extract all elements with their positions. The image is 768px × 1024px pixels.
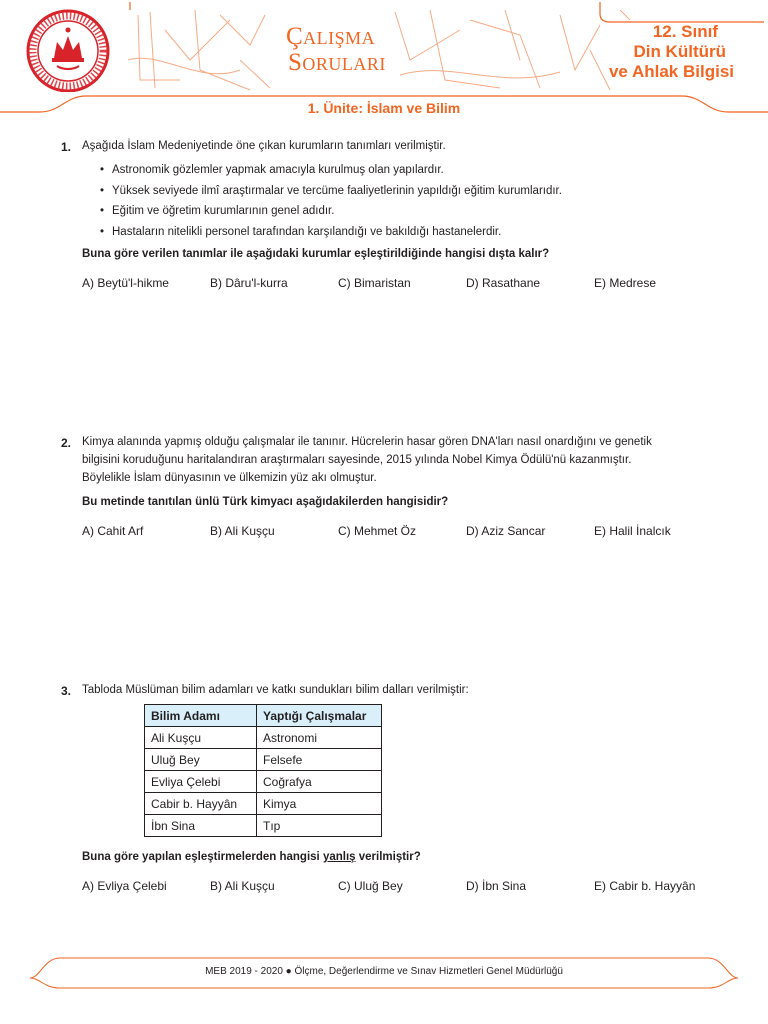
grade-label: 12. Sınıf	[652, 22, 718, 41]
question-2-line: bilgisini koruduğunu haritalandıran araştırmaları sayesinde, 2015 yılında Nobel Kimya Ödülü'nü kazanmıştır.	[82, 454, 632, 466]
question-2-number: 2.	[61, 436, 72, 450]
option-e[interactable]: E) Medrese	[594, 276, 657, 290]
definition-item: • Hastaların nitelikli personel tarafından karşılandığı ve bakıldığı hastanelerdir.	[100, 222, 562, 243]
stem-emphasis: yanlış	[322, 851, 356, 863]
subject-line-2: Din Kültürü	[633, 42, 726, 61]
field-cell: Coğrafya	[257, 771, 382, 793]
question-1-number: 1.	[61, 140, 72, 154]
option-a[interactable]: A) Cahit Arf	[82, 524, 144, 538]
option-c[interactable]: C) Uluğ Bey	[338, 879, 403, 893]
question-2-options	[82, 524, 722, 542]
column-header: Yaptığı Çalışmalar	[257, 705, 382, 727]
series-title-line2: Soruları	[288, 49, 386, 76]
definition-item: • Yüksek seviyede ilmî araştırmalar ve tercüme faaliyetlerinin yapıldığı eğitim kurumlarıdır.	[100, 181, 562, 202]
series-title	[286, 24, 396, 76]
subject-line-3: ve Ahlak Bilgisi	[608, 62, 734, 81]
field-cell: Astronomi	[257, 727, 382, 749]
field-cell: Tıp	[257, 815, 382, 837]
series-title-line1: Çalışma	[286, 23, 376, 50]
option-e[interactable]: E) Halil İnalcık	[594, 524, 671, 538]
table-row	[145, 815, 382, 837]
scholar-cell: Uluğ Bey	[145, 749, 257, 771]
table-row	[145, 771, 382, 793]
option-c[interactable]: C) Bimaristan	[338, 276, 411, 290]
scholar-cell: İbn Sina	[145, 815, 257, 837]
question-2-stem: Bu metinde tanıtılan ünlü Türk kimyacı aşağıdakilerden hangisidir?	[82, 496, 449, 508]
question-3-intro: Tabloda Müslüman bilim adamları ve katkı sundukları bilim dalları verilmiştir:	[82, 684, 469, 696]
scholar-cell: Evliya Çelebi	[145, 771, 257, 793]
scholar-cell: Ali Kuşçu	[145, 727, 257, 749]
unit-title: 1. Ünite: İslam ve Bilim	[307, 100, 461, 116]
question-1-stem: Buna göre verilen tanımlar ile aşağıdaki kurumlar eşleştirildiğinde hangisi dışta kalır?	[82, 248, 550, 260]
option-a[interactable]: A) Evliya Çelebi	[82, 879, 167, 893]
ministry-logo	[5, 6, 121, 92]
question-2-line: Böylelikle İslam dünyasının ve ülkemizin yüz akı olmuştur.	[82, 472, 377, 484]
stem-text: verilmiştir?	[355, 851, 421, 863]
question-3-options	[82, 879, 722, 897]
option-d[interactable]: D) Aziz Sancar	[466, 524, 546, 538]
question-3-stem	[82, 848, 421, 866]
definition-item: • Astronomik gözlemler yapmak amacıyla kurulmuş olan yapılardır.	[100, 160, 562, 181]
question-2-text	[82, 433, 742, 487]
option-e[interactable]: E) Cabir b. Hayyân	[594, 879, 696, 893]
option-a[interactable]: A) Beytü'l-hikme	[82, 276, 169, 290]
table-row	[145, 793, 382, 815]
option-c[interactable]: C) Mehmet Öz	[338, 524, 417, 538]
option-b[interactable]: B) Ali Kuşçu	[210, 524, 275, 538]
table-row	[145, 727, 382, 749]
question-3-number: 3.	[61, 684, 72, 698]
question-1-options	[82, 276, 722, 294]
scholars-table	[144, 704, 382, 837]
table-header-row	[145, 705, 382, 727]
option-d[interactable]: D) İbn Sina	[466, 879, 527, 893]
field-cell: Felsefe	[257, 749, 382, 771]
scholar-cell: Cabir b. Hayyân	[145, 793, 257, 815]
table-row	[145, 749, 382, 771]
field-cell: Kimya	[257, 793, 382, 815]
footer-text: MEB 2019 - 2020 ● Ölçme, Değerlendirme ve Sınav Hizmetleri Genel Müdürlüğü	[205, 966, 563, 977]
subject-block	[514, 22, 734, 82]
option-b[interactable]: B) Dâru'l-kurra	[210, 276, 288, 290]
question-2-line: Kimya alanında yapmış olduğu çalışmalar ile tanınır. Hücrelerin hasar gören DNA'ları nasıl onardığını ve genetik	[82, 436, 652, 448]
option-d[interactable]: D) Rasathane	[466, 276, 541, 290]
definition-item: • Eğitim ve öğretim kurumlarının genel adıdır.	[100, 201, 562, 222]
question-1-definitions	[100, 160, 562, 242]
stem-text: Buna göre yapılan eşleştirmelerden hangisi	[82, 851, 323, 863]
column-header: Bilim Adamı	[145, 705, 257, 727]
option-b[interactable]: B) Ali Kuşçu	[210, 879, 275, 893]
question-1-intro: Aşağıda İslam Medeniyetinde öne çıkan kurumların tanımları verilmiştir.	[82, 140, 446, 152]
